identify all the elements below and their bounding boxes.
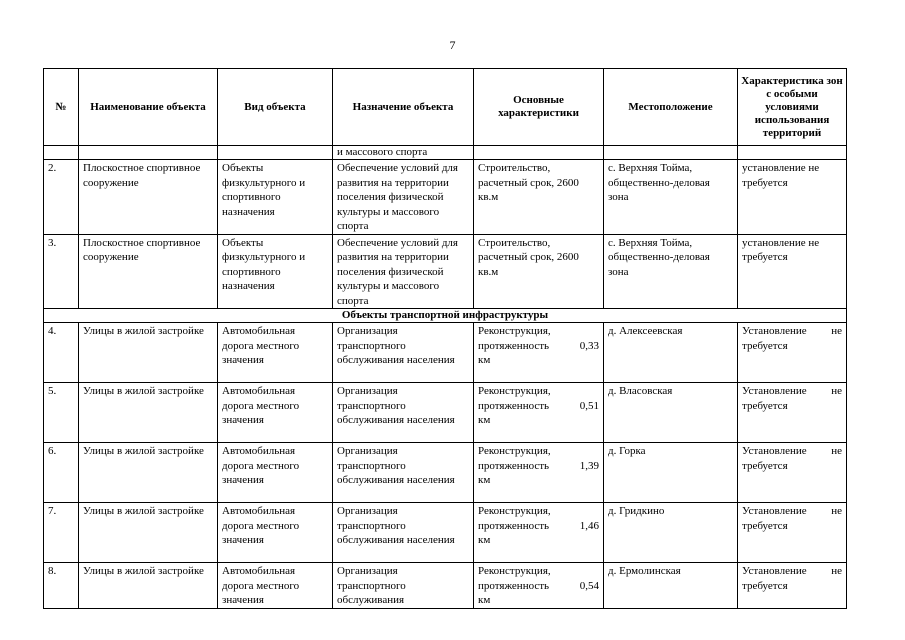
header-type: Вид объекта [218, 69, 333, 146]
row-type: Автомобильная дорога местного значения [218, 323, 333, 383]
row-type: Автомобильная дорога местного значения [218, 443, 333, 503]
header-location: Местоположение [604, 69, 738, 146]
zones-word1: Установление [742, 565, 807, 577]
table-row [44, 563, 847, 609]
row-purpose: Организация транспортного обслуживания населения [333, 323, 474, 383]
transport-rows [44, 323, 847, 609]
char-unit: км [478, 354, 491, 366]
row-zones [738, 443, 847, 503]
row-name: Улицы в жилой застройке [79, 563, 218, 609]
row-zones [738, 563, 847, 609]
row-purpose: Организация транспортного обслуживания [333, 563, 474, 609]
char-value: 0,54 [579, 579, 599, 592]
char-line1: Реконструкция, [478, 505, 551, 517]
zones-word3: требуется [742, 459, 788, 472]
table-header-row [44, 69, 847, 146]
zones-word2: не [831, 505, 842, 517]
char-unit: км [478, 534, 491, 546]
table-row [44, 503, 847, 563]
zones-word1: Установление [742, 385, 807, 397]
row-characteristics [474, 503, 604, 563]
continuation-purpose: и массового спорта [333, 146, 474, 160]
row-type: Автомобильная дорога местного значения [218, 503, 333, 563]
zones-line [742, 444, 842, 459]
zones-word1: Установление [742, 325, 807, 337]
row-characteristics [474, 323, 604, 383]
zones-word1: Установление [742, 505, 807, 517]
row-name: Плоскостное спортивное сооружение [79, 160, 218, 235]
char-unit: км [478, 594, 491, 606]
row-location: д. Гридкино [604, 503, 738, 563]
table-row [44, 160, 847, 235]
zones-word1: Установление [742, 445, 807, 457]
row-characteristics [474, 563, 604, 609]
row-num: 3. [44, 234, 79, 309]
row-purpose: Обеспечение условий для развития на территории поселения физической культуры и массового спорта [333, 234, 474, 309]
char-line1: Реконструкция, [478, 385, 551, 397]
row-purpose: Обеспечение условий для развития на территории поселения физической культуры и массового спорта [333, 160, 474, 235]
row-location: д. Власовская [604, 383, 738, 443]
char-value: 1,46 [579, 519, 599, 532]
zones-word3: требуется [742, 579, 788, 592]
row-num: 4. [44, 323, 79, 383]
page-number: 7 [449, 38, 456, 52]
zones-word3: требуется [742, 399, 788, 412]
row-type: Автомобильная дорога местного значения [218, 383, 333, 443]
row-characteristics: Строительство, расчетный срок, 2600 кв.м [474, 234, 604, 309]
row-location: д. Ермолинская [604, 563, 738, 609]
table-row [44, 323, 847, 383]
row-characteristics: Строительство, расчетный срок, 2600 кв.м [474, 160, 604, 235]
continuation-row [44, 146, 847, 160]
char-value: 0,33 [579, 339, 599, 352]
char-label: протяженность [478, 399, 550, 412]
section-title: Объекты транспортной инфраструктуры [44, 309, 847, 323]
header-characteristics: Основные характеристики [474, 69, 604, 146]
zones-line [742, 564, 842, 579]
row-location: д. Алексеевская [604, 323, 738, 383]
char-length-line [478, 459, 599, 474]
zones-word2: не [831, 325, 842, 337]
row-num: 5. [44, 383, 79, 443]
row-purpose: Организация транспортного обслуживания населения [333, 443, 474, 503]
row-num: 8. [44, 563, 79, 609]
char-length-line [478, 339, 599, 354]
char-unit: км [478, 414, 491, 426]
char-length-line [478, 579, 599, 594]
char-line1: Реконструкция, [478, 565, 551, 577]
table-row [44, 234, 847, 309]
zones-line [742, 384, 842, 399]
zones-word3: требуется [742, 519, 788, 532]
row-location: с. Верхняя Тойма, общественно-деловая зона [604, 234, 738, 309]
row-name: Улицы в жилой застройке [79, 383, 218, 443]
row-characteristics [474, 443, 604, 503]
header-purpose: Назначение объекта [333, 69, 474, 146]
row-purpose: Организация транспортного обслуживания населения [333, 503, 474, 563]
header-num: № [44, 69, 79, 146]
char-line1: Реконструкция, [478, 445, 551, 457]
row-characteristics [474, 383, 604, 443]
row-location: с. Верхняя Тойма, общественно-деловая зона [604, 160, 738, 235]
row-num: 6. [44, 443, 79, 503]
char-label: протяженность [478, 459, 550, 472]
row-num: 2. [44, 160, 79, 235]
zones-word2: не [831, 385, 842, 397]
row-zones: установление не требуется [738, 160, 847, 235]
row-type: Объекты физкультурного и спортивного назначения [218, 234, 333, 309]
zones-word2: не [831, 445, 842, 457]
char-value: 1,39 [579, 459, 599, 472]
row-zones [738, 503, 847, 563]
header-zones: Характеристика зон с особыми условиями использования территорий [738, 69, 847, 146]
header-name: Наименование объекта [79, 69, 218, 146]
row-name: Улицы в жилой застройке [79, 503, 218, 563]
char-line1: Реконструкция, [478, 325, 551, 337]
row-type: Объекты физкультурного и спортивного назначения [218, 160, 333, 235]
row-location: д. Горка [604, 443, 738, 503]
zones-line [742, 504, 842, 519]
char-label: протяженность [478, 579, 550, 592]
row-name: Улицы в жилой застройке [79, 443, 218, 503]
zones-word2: не [831, 565, 842, 577]
char-value: 0,51 [579, 399, 599, 412]
table-row [44, 443, 847, 503]
char-label: протяженность [478, 519, 550, 532]
row-type: Автомобильная дорога местного значения [218, 563, 333, 609]
char-unit: км [478, 474, 491, 486]
zones-line [742, 324, 842, 339]
char-length-line [478, 519, 599, 534]
char-label: протяженность [478, 339, 550, 352]
char-length-line [478, 399, 599, 414]
row-name: Плоскостное спортивное сооружение [79, 234, 218, 309]
row-num: 7. [44, 503, 79, 563]
row-name: Улицы в жилой застройке [79, 323, 218, 383]
table-row [44, 383, 847, 443]
row-zones: установление не требуется [738, 234, 847, 309]
zones-word3: требуется [742, 339, 788, 352]
section-header-row [44, 309, 847, 323]
row-zones [738, 323, 847, 383]
row-zones [738, 383, 847, 443]
row-purpose: Организация транспортного обслуживания населения [333, 383, 474, 443]
objects-table [43, 68, 847, 609]
